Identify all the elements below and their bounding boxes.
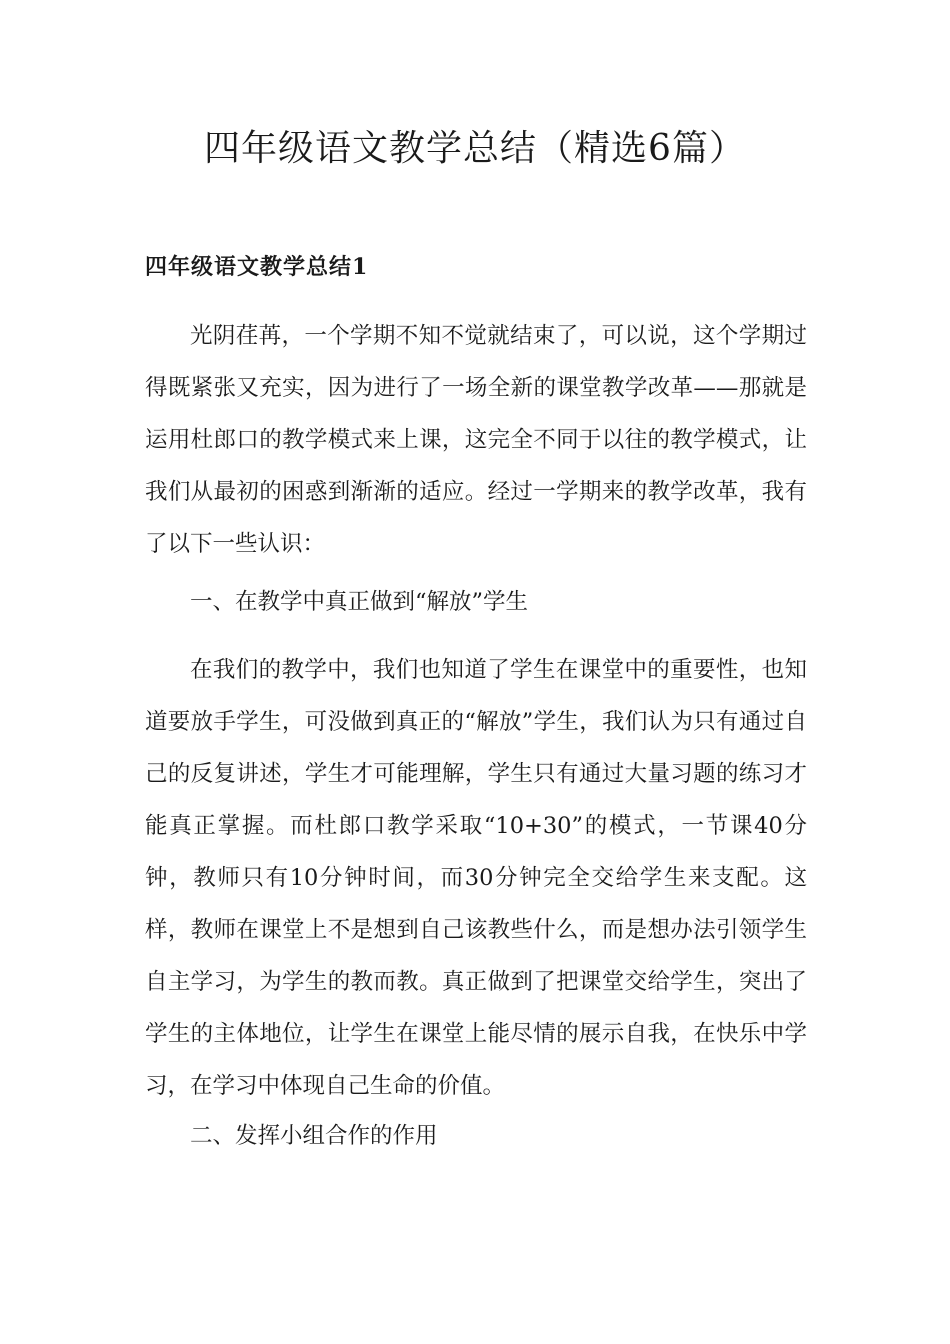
paragraph-intro: 光阴荏苒，一个学期不知不觉就结束了，可以说，这个学期过得既紧张又充实，因为进行了一场全新的课堂教学改革——那就是运用杜郎口的教学模式来上课，这完全不同于以往的教学模式，让我们从最初的困惑到渐渐的适应。经过一学期来的教学改革，我有了以下一些认识： [145, 323, 807, 557]
subheading-liberate-students: 一、在教学中真正做到“解放”学生 [190, 589, 529, 615]
section-heading: 四年级语文教学总结1 [145, 254, 369, 280]
paragraph-liberate-students: 在我们的教学中，我们也知道了学生在课堂中的重要性，也知道要放手学生，可没做到真正的“解放”学生，我们认为只有通过自己的反复讲述，学生才可能理解，学生只有通过大量习题的练习才能真正掌握。而杜郎口教学采取“10+30”的模式，一节课40分钟，教师只有10分钟时间，而30分钟完全交给学生来支配。这样，教师在课堂上不是想到自己该教些什么，而是想办法引领学生自主学习，为学生的教而教。真正做到了把课堂交给学生，突出了学生的主体地位，让学生在课堂上能尽情的展示自我，在快乐中学习，在学习中体现自己生命的价值。 [145, 657, 807, 1099]
document-title: 四年级语文教学总结（精选6篇） [204, 128, 746, 169]
subheading-group-cooperation: 二、发挥小组合作的作用 [190, 1123, 438, 1149]
